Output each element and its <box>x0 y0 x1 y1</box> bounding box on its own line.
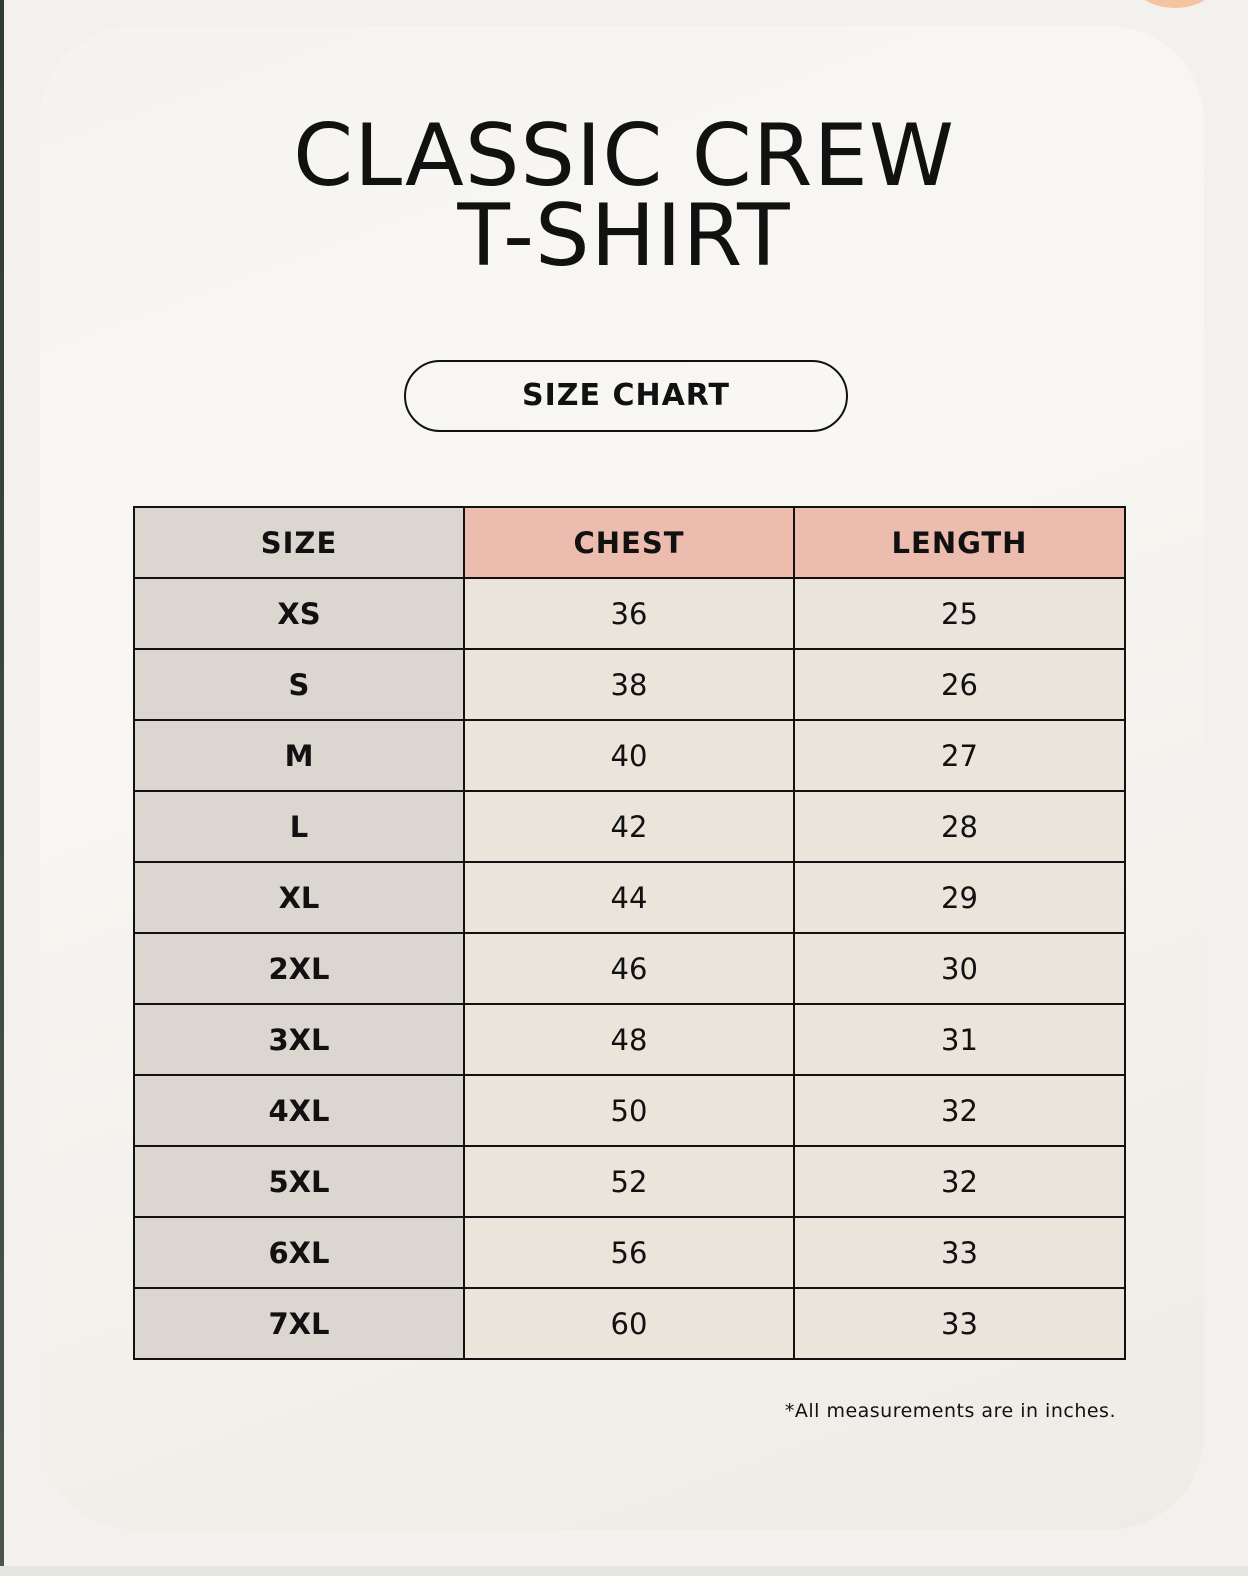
table-row <box>134 1217 1125 1288</box>
length-cell: 26 <box>794 649 1125 720</box>
table-row <box>134 791 1125 862</box>
chest-cell: 40 <box>464 720 794 791</box>
measurement-footnote: *All measurements are in inches. <box>784 1400 1116 1422</box>
size-cell: XS <box>134 578 464 649</box>
length-cell: 30 <box>794 933 1125 1004</box>
length-cell: 27 <box>794 720 1125 791</box>
chest-cell: 42 <box>464 791 794 862</box>
length-cell: 32 <box>794 1075 1125 1146</box>
header-chest: CHEST <box>464 507 794 578</box>
size-cell: 6XL <box>134 1217 464 1288</box>
chest-cell: 50 <box>464 1075 794 1146</box>
table-row <box>134 933 1125 1004</box>
title-line-1: CLASSIC CREW <box>293 106 955 206</box>
table-row <box>134 862 1125 933</box>
chest-cell: 36 <box>464 578 794 649</box>
chest-cell: 52 <box>464 1146 794 1217</box>
size-cell: 7XL <box>134 1288 464 1359</box>
chest-cell: 48 <box>464 1004 794 1075</box>
size-cell: XL <box>134 862 464 933</box>
table-row <box>134 1075 1125 1146</box>
size-cell: S <box>134 649 464 720</box>
table-row <box>134 1288 1125 1359</box>
size-cell: M <box>134 720 464 791</box>
page-title <box>0 106 1248 286</box>
size-cell: 5XL <box>134 1146 464 1217</box>
chest-cell: 44 <box>464 862 794 933</box>
length-cell: 32 <box>794 1146 1125 1217</box>
table-row <box>134 649 1125 720</box>
chest-cell: 60 <box>464 1288 794 1359</box>
chest-cell: 56 <box>464 1217 794 1288</box>
length-cell: 31 <box>794 1004 1125 1075</box>
header-size: SIZE <box>134 507 464 578</box>
size-chart-badge: SIZE CHART <box>404 360 848 432</box>
table-row <box>134 720 1125 791</box>
length-cell: 29 <box>794 862 1125 933</box>
size-cell: 4XL <box>134 1075 464 1146</box>
window-bottom-edge <box>0 1566 1248 1576</box>
chest-cell: 46 <box>464 933 794 1004</box>
header-length: LENGTH <box>794 507 1125 578</box>
length-cell: 33 <box>794 1217 1125 1288</box>
table-row <box>134 1004 1125 1075</box>
chest-cell: 38 <box>464 649 794 720</box>
table-row <box>134 1146 1125 1217</box>
size-cell: L <box>134 791 464 862</box>
length-cell: 33 <box>794 1288 1125 1359</box>
table-row <box>134 578 1125 649</box>
length-cell: 28 <box>794 791 1125 862</box>
size-table <box>133 506 1126 1360</box>
size-cell: 3XL <box>134 1004 464 1075</box>
size-cell: 2XL <box>134 933 464 1004</box>
decorative-corner-shape <box>1138 0 1212 8</box>
title-line-2: T-SHIRT <box>457 186 791 286</box>
table-header-row <box>134 507 1125 578</box>
length-cell: 25 <box>794 578 1125 649</box>
